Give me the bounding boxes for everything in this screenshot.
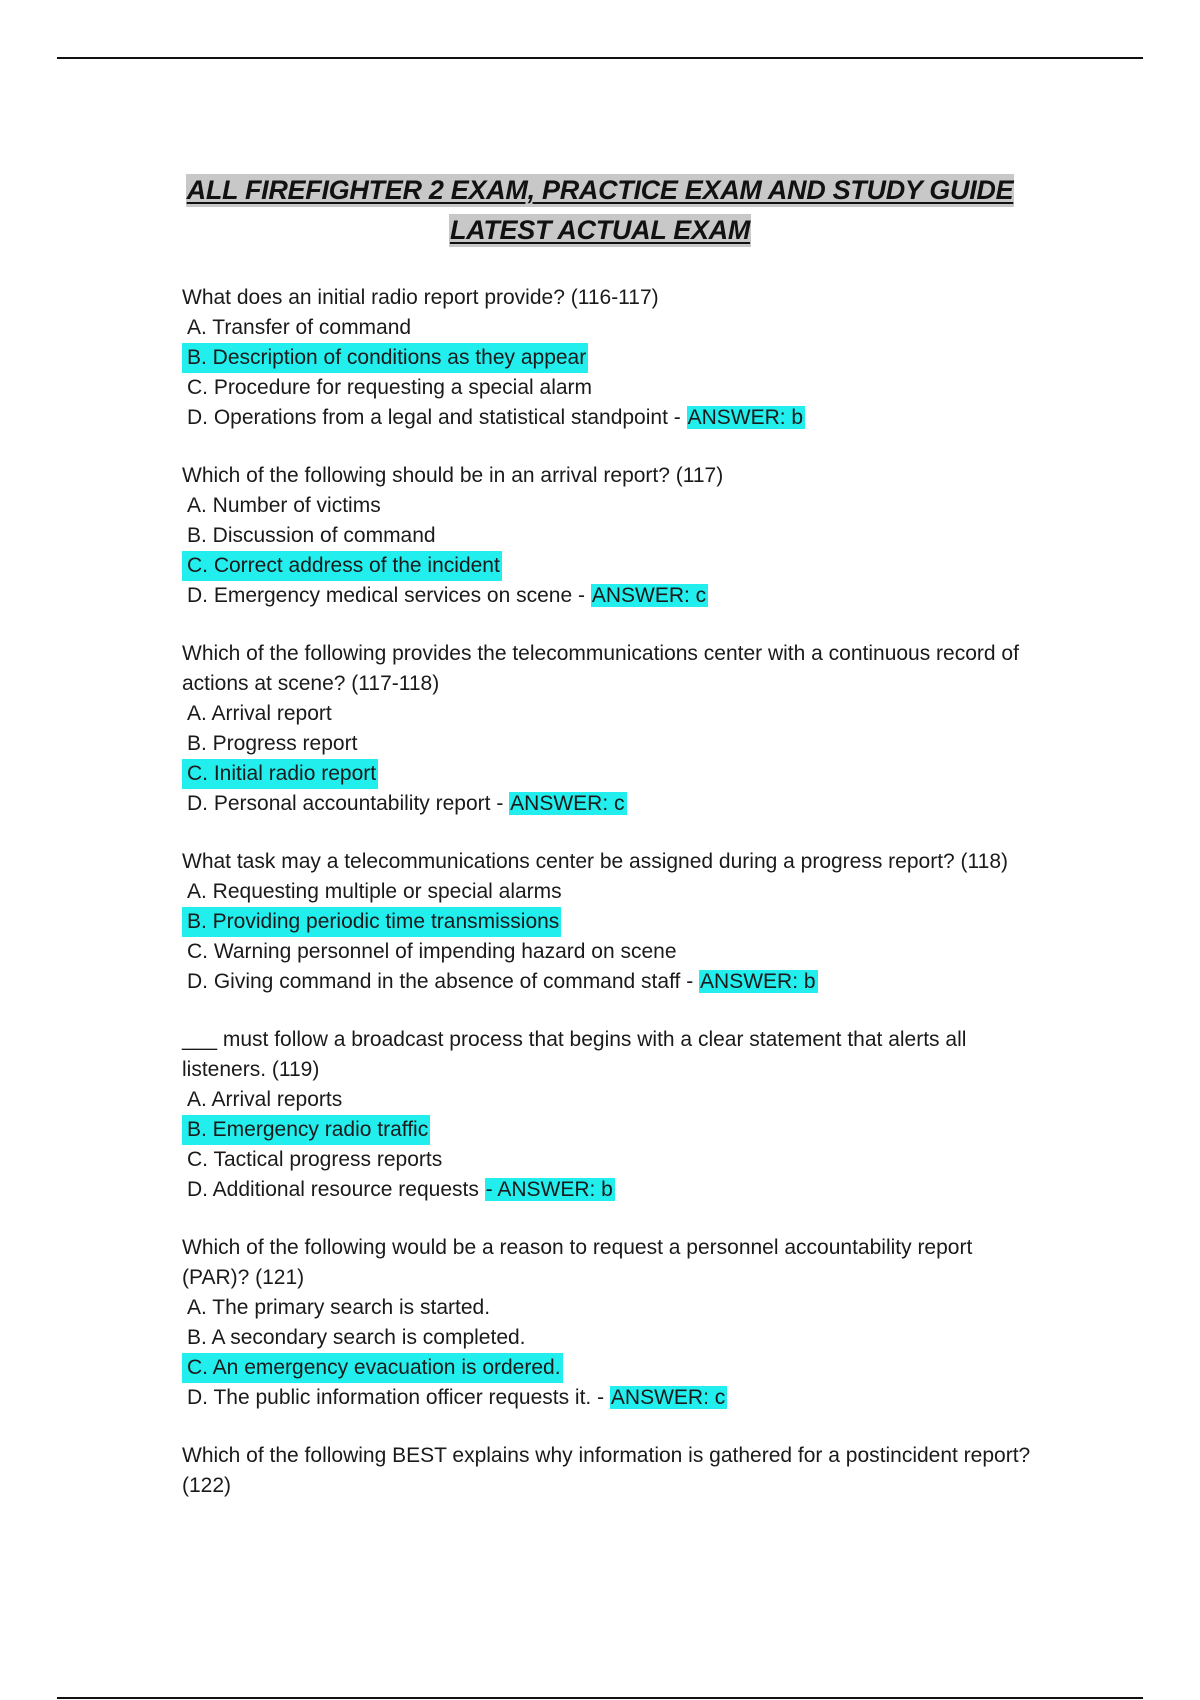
title-line-2: LATEST ACTUAL EXAM — [449, 215, 751, 245]
option-text: A. Arrival reports — [187, 1088, 343, 1111]
option-text: D. Emergency medical services on scene — [187, 584, 573, 607]
option-text: B. Discussion of command — [187, 524, 436, 547]
answer-option — [182, 937, 1032, 967]
answer-option — [182, 581, 1032, 611]
answer-separator — [479, 1178, 485, 1201]
answer-key: ANSWER: c — [610, 1386, 726, 1409]
correct-option-highlight: B. Description of conditions as they appear — [182, 343, 588, 373]
answer-key: ANSWER: c — [510, 792, 625, 815]
question-block — [182, 1233, 1032, 1413]
answer-option — [182, 699, 1032, 729]
correct-option-highlight: C. Correct address of the incident — [182, 551, 502, 581]
answer-option — [182, 1145, 1032, 1175]
correct-option-highlight: B. Providing periodic time transmissions — [182, 907, 561, 937]
option-text: A. Transfer of command — [187, 316, 412, 339]
option-text: A. Number of victims — [187, 494, 381, 517]
answer-option — [182, 877, 1032, 907]
footer-rule — [57, 1697, 1143, 1699]
option-text: C. Procedure for requesting a special alarm — [187, 376, 593, 399]
answer-option — [182, 1323, 1032, 1353]
correct-option-highlight: B. Emergency radio traffic — [182, 1115, 430, 1145]
option-text: D. Additional resource requests — [187, 1178, 479, 1201]
option-text: C. Warning personnel of impending hazard on scene — [187, 940, 677, 963]
option-text: A. Requesting multiple or special alarms — [187, 880, 562, 903]
answer-option — [182, 1175, 1032, 1205]
question-text: Which of the following provides the telecommunications center with a continuous record of actions at scene? (117-118) — [182, 642, 1019, 695]
question-text: Which of the following should be in an arrival report? (117) — [182, 464, 724, 487]
answer-option — [182, 1293, 1032, 1323]
answer-option — [182, 967, 1032, 997]
correct-option-highlight: C. An emergency evacuation is ordered. — [182, 1353, 563, 1383]
question-text: What task may a telecommunications center be assigned during a progress report? (118) — [182, 850, 1009, 873]
answer-option — [182, 343, 1032, 373]
answer-option — [182, 521, 1032, 551]
answer-option — [182, 907, 1032, 937]
answer-option — [182, 1115, 1032, 1145]
answer-separator: - — [680, 970, 700, 993]
question-block — [182, 283, 1032, 433]
answer-key: - ANSWER: b — [485, 1178, 613, 1201]
answer-option — [182, 729, 1032, 759]
answer-separator: - — [572, 584, 591, 607]
question-text: Which of the following would be a reason to request a personnel accountability report (PAR)? (121) — [182, 1236, 973, 1289]
answer-option — [182, 373, 1032, 403]
answer-key: ANSWER: b — [687, 406, 804, 429]
answer-option — [182, 1085, 1032, 1115]
question-block — [182, 847, 1032, 997]
option-text: B. A secondary search is completed. — [187, 1326, 526, 1349]
answer-option — [182, 403, 1032, 433]
option-text: A. The primary search is started. — [187, 1296, 491, 1319]
header-rule — [57, 57, 1143, 59]
correct-option-highlight: C. Initial radio report — [182, 759, 378, 789]
question-block — [182, 1025, 1032, 1205]
answer-option — [182, 551, 1032, 581]
option-text: B. Progress report — [187, 732, 358, 755]
answer-key: ANSWER: b — [700, 970, 816, 993]
answer-option — [182, 759, 1032, 789]
option-text: C. Tactical progress reports — [187, 1148, 443, 1171]
answer-key: ANSWER: c — [591, 584, 707, 607]
question-text: Which of the following BEST explains why information is gathered for a postincident report? (122) — [182, 1444, 1031, 1497]
answer-option — [182, 789, 1032, 819]
question-text: ___ must follow a broadcast process that begins with a clear statement that alerts all listeners. (119) — [182, 1028, 967, 1081]
option-text: D. Personal accountability report — [187, 792, 491, 815]
question-block — [182, 639, 1032, 819]
option-text: D. Giving command in the absence of command staff — [187, 970, 681, 993]
answer-separator: - — [490, 792, 510, 815]
option-text: A. Arrival report — [187, 702, 332, 725]
answer-separator: - — [591, 1386, 610, 1409]
option-text: D. The public information officer requests it. — [187, 1386, 592, 1409]
answer-option — [182, 491, 1032, 521]
question-block — [182, 1441, 1032, 1501]
question-text: What does an initial radio report provide? (116-117) — [182, 286, 659, 309]
option-text: D. Operations from a legal and statistical standpoint — [187, 406, 668, 429]
answer-option — [182, 1353, 1032, 1383]
document-title — [0, 174, 1200, 254]
answer-option — [182, 1383, 1032, 1413]
question-block — [182, 461, 1032, 611]
title-line-1: ALL FIREFIGHTER 2 EXAM, PRACTICE EXAM AND STUDY GUIDE — [186, 175, 1014, 205]
question-list — [182, 283, 1032, 1529]
answer-separator: - — [667, 406, 687, 429]
answer-option — [182, 313, 1032, 343]
